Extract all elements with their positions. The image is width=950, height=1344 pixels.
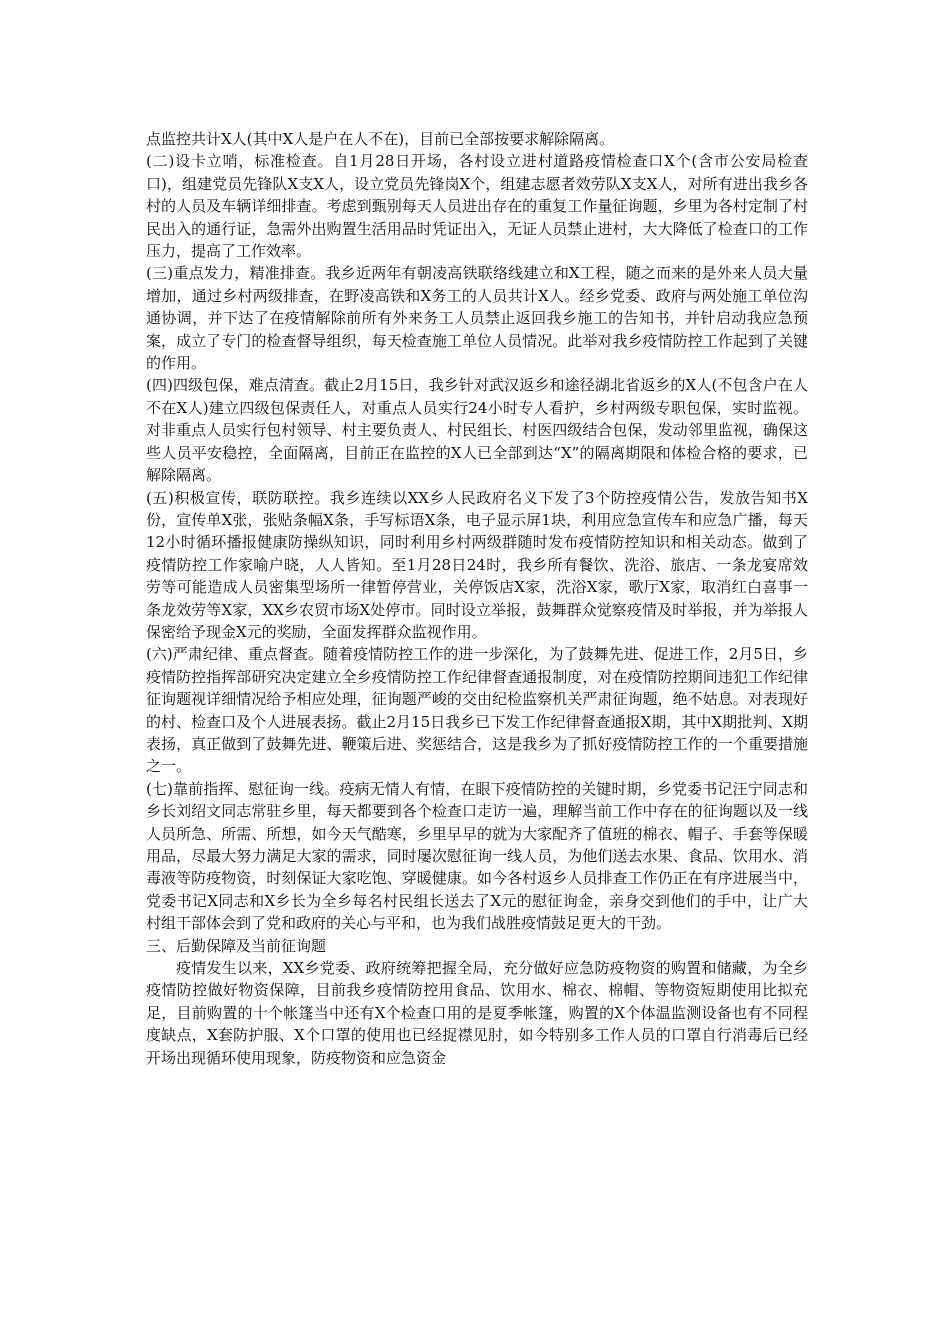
paragraph-section-3: (三)重点发力，精准排查。我乡近两年有朝凌高铁联络线建立和X工程，随之而来的是外来人员大量增加，通过乡村两级排查，在野凌高铁和X务工的人员共计X人。经乡党委、政府与两处施工单位沟通协调，并下达了在疫情解除前所有外来务工人员禁止返回我乡施工的告知书，并针启动我应急预案，成立了专门的检查督导组织，每天检查施工单位人员情况。此举对我乡疫情防控工作起到了关键的作用。 [146, 264, 808, 373]
paragraph-section-4: (四)四级包保，难点清查。截止2月15日，我乡针对武汉返乡和途径湖北省返乡的X人(不包含户在人不在X人)建立四级包保责任人，对重点人员实行24小时专人看护，乡村两级专职包保，实时监视。对非重点人员实行包村领导、村主要负责人、村民组长、村医四级结合包保，发动邻里监视，确保这些人员平安稳控，全面隔离，目前正在监控的X人已全部到达“X”的隔离期限和体检合格的要求，已解除隔离。 [146, 376, 808, 485]
paragraph-section-2: (二)设卡立哨，标准检查。自1月28日开场，各村设立进村道路疫情检查口X个(含市公安局检查口)，组建党员先锋队X支X人，设立党员先锋岗X个，组建志愿者效劳队X支X人，对所有进出我乡各村的人员及车辆详细排查。考虑到甄别每天人员进出存在的重复工作量征询题，乡里为各村定制了村民出入的通行证，急需外出购置生活用品时凭证出入，无证人员禁止进村，大大降低了检查口的工作压力，提高了工作效率。 [146, 152, 808, 261]
paragraph-section-7: (七)靠前指挥、慰征询一线。疫病无情人有情，在眼下疫情防控的关键时期，乡党委书记汪宁同志和乡长刘绍文同志常驻乡里，每天都要到各个检查口走访一遍，理解当前工作中存在的征询题以及一线人员所急、所需、所想，如今天气酷寒，乡里早早的就为大家配齐了值班的棉衣、帽子、手套等保暖用品，尽最大努力满足大家的需求，同时屡次慰征询一线人员，为他们送去水果、食品、饮用水、消毒液等防疫物资，时刻保证大家吃饱、穿暖健康。如今各村返乡人员排查工作仍正在有序进展当中，党委书记X同志和X乡长为全乡每名村民组长送去了X元的慰征询金，亲身交到他们的手中，让广大村组干部体会到了党和政府的关心与平和，也为我们战胜疫情鼓足更大的干劲。 [146, 779, 808, 933]
paragraph-continuation: 点监控共计X人(其中X人是户在人不在)，目前已全部按要求解除隔离。 [146, 130, 615, 148]
paragraph-section-5: (五)积极宣传，联防联控。我乡连续以XX乡人民政府名义下发了3个防控疫情公告，发放告知书X份，宣传单X张，张贴条幅X条，手写标语X条，电子显示屏1块，利用应急宣传车和应急广播，每天12小时循环播报健康防操纵知识，同时利用乡村两级群随时发布疫情防控知识和相关动态。做到了疫情防控工作家喻户晓，人人皆知。至1月28日24时，我乡所有餐饮、洗浴、旅店、一条龙宴席效劳等可能造成人员密集型场所一律暂停营业，关停饭店X家，洗浴X家，歌厅X家，取消红白喜事一条龙效劳等X家，XX乡农贸市场X处停市。同时设立举报，鼓舞群众觉察疫情及时举报，并为举报人保密给予现金X元的奖励，全面发挥群众监视作用。 [146, 488, 808, 641]
paragraph-section-6: (六)严肃纪律、重点督查。随着疫情防控工作的进一步深化，为了鼓舞先进、促进工作，2月5日，乡疫情防控指挥部研究决定建立全乡疫情防控工作纪律督查通报制度，对在疫情防控期间违犯工作纪律征询题视详细情况给予相应处理，征询题严峻的交由纪检监察机关严肃征询题，绝不姑息。对表现好的村、检查口及个人进展表扬。截止2月15日我乡已下发工作纪律督查通报X期，其中X期批判、X期表扬，真正做到了鼓舞先进、鞭策后进、奖惩结合，这是我乡为了抓好疫情防控工作的一个重要措施之一。 [146, 645, 808, 776]
section-heading: 三、后勤保障及当前征询题 [146, 936, 327, 955]
paragraph-logistics: 疫情发生以来，XX乡党委、政府统筹把握全局，充分做好应急防疫物资的购置和储藏，为全乡疫情防控做好物资保障，目前我乡疫情防控用食品、饮用水、棉衣、棉帽、等物资短期使用比拟充足，目前购置的十个帐篷当中还有X个检查口用的是夏季帐篷，购置的X个体温监测设备也有不同程度缺点，X套防护服、X个口罩的使用也已经捉襟见肘，如今特别多工作人员的口罩自行消毒后已经开场出现循环使用现象，防疫物资和应急资金 [146, 959, 808, 1067]
document-body [146, 128, 808, 1069]
